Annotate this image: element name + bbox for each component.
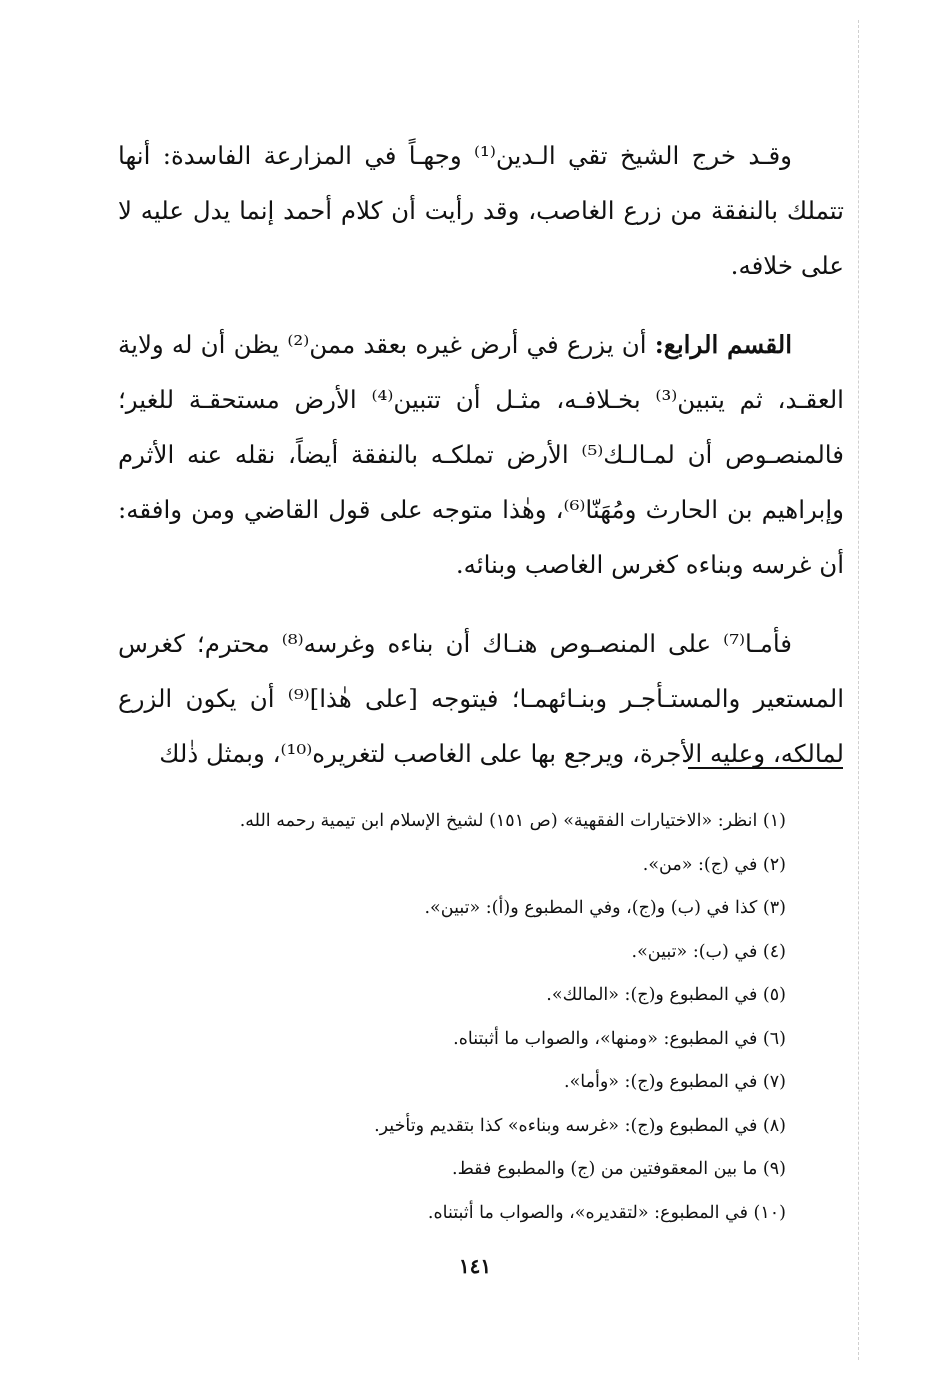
footnotes-list bbox=[118, 800, 786, 1235]
footnote: (٧) في المطبوع و(ج): «وأما». bbox=[564, 1072, 786, 1092]
page-number: ١٤١ bbox=[458, 1254, 492, 1278]
paragraph-text: أن يزرع في أرض غيره بعقد ممن⁽²⁾ يظن أن له ولاية العقـد، ثم يتبين⁽³⁾ بخـلافـه، مثـل أن تتبين⁽⁴⁾ الأرض مستحقـة للغير؛ فالمنصـوص أن لمـالـك⁽⁵⁾ الأرض تملكـه بالنفقة أيضاً، نقله عنه الأثرم وإبراهيم بن الحارث ومُهَنّا⁽⁶⁾، وهٰذا متوجه على قول القاضي ومن وافقه: أن غرسه وبناءه كغرس الغاصب وبنائه. bbox=[118, 330, 844, 579]
page-edge-line bbox=[858, 20, 859, 1360]
footnote: (١٠) في المطبوع: «لتقديره»، والصواب ما أثبتناه. bbox=[427, 1202, 786, 1223]
paragraph-lead-section-four: القسم الرابع: bbox=[654, 330, 792, 359]
main-text bbox=[118, 128, 844, 805]
footnote: (٩) ما بين المعقوفتين من (ج) والمطبوع فقط. bbox=[452, 1159, 786, 1179]
footnote: (٤) في (ب): «تبين». bbox=[631, 941, 786, 962]
footnote: (٢) في (ج): «من». bbox=[642, 854, 786, 875]
footnote: (٦) في المطبوع: «ومنها»، والصواب ما أثبتناه. bbox=[453, 1028, 786, 1049]
footnote: (٣) كذا في (ب) و(ج)، وفي المطبوع و(أ): «تبين». bbox=[424, 898, 786, 918]
paragraph-2 bbox=[118, 317, 844, 592]
paragraph-text: وقـد خرج الشيخ تقي الـدين⁽¹⁾ وجهـاً في المزارعة الفاسدة: أنها تتملك بالنفقة من زرع الغاصب، وقد رأيت أن كلام أحمد إنما يدل عليه لا على خلافه. bbox=[118, 141, 844, 280]
footnote: (١) انظر: «الاختيارات الفقهية» (ص ١٥١) لشيخ الإسلام ابن تيمية رحمه الله. bbox=[239, 811, 786, 831]
paragraph-3 bbox=[118, 616, 844, 781]
footnote-separator bbox=[688, 767, 843, 769]
paragraph-text: فأمـا⁽⁷⁾ على المنصـوص هنـاك أن بناءه وغرسه⁽⁸⁾ محترم؛ كغرس المستعير والمستـأجـر وبنـائهمـا؛ فيتوجه [على هٰذا]⁽⁹⁾ أن يكون الزرع لمالكه، وعليه الأجرة، ويرجع بها على الغاصب لتغريره⁽¹⁰⁾، وبمثل ذٰلك bbox=[118, 629, 844, 768]
paragraph-1 bbox=[118, 128, 844, 293]
footnote: (٨) في المطبوع و(ج): «غرسه وبناءه» كذا بتقديم وتأخير. bbox=[374, 1115, 786, 1136]
footnote: (٥) في المطبوع و(ج): «المالك». bbox=[546, 985, 786, 1005]
